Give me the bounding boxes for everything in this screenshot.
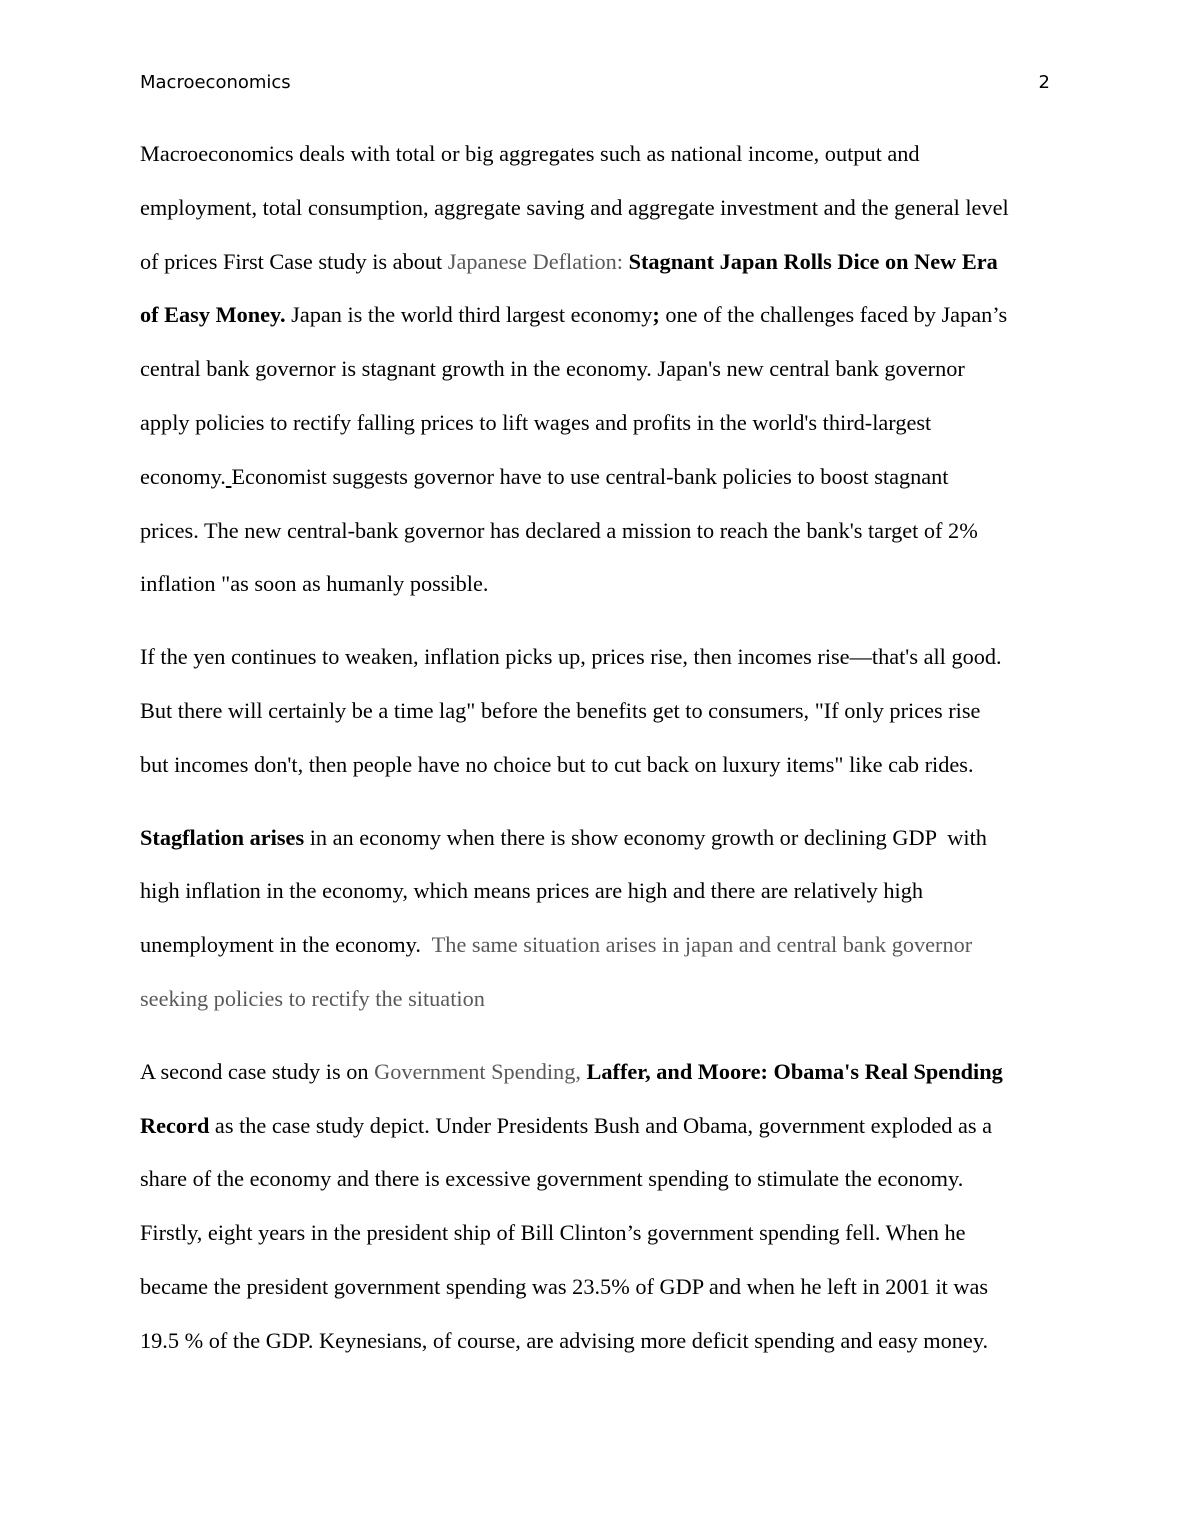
- paragraph-yen-inflation: [140, 630, 1052, 791]
- text-line: [140, 504, 1052, 558]
- text-run: prices. The new central-bank governor has declared a mission to reach the bank's target of 2%: [140, 517, 978, 543]
- text-run: inflation "as soon as humanly possible.: [140, 571, 489, 597]
- text-line: [140, 557, 1052, 611]
- text-line: [140, 918, 1052, 972]
- text-line: [140, 630, 1052, 684]
- text-line: [140, 1260, 1052, 1314]
- muted-text-run: seeking policies to rectify the situation: [140, 985, 485, 1011]
- text-line: [140, 396, 1052, 450]
- text-line: [140, 450, 1052, 504]
- paragraph-government-spending: [140, 1045, 1052, 1368]
- text-run: Firstly, eight years in the president ship of Bill Clinton’s government spending fell. When he: [140, 1220, 966, 1246]
- text-run: employment, total consumption, aggregate saving and aggregate investment and the general level: [140, 194, 1009, 220]
- text-line: [140, 127, 1052, 181]
- text-run: ;: [652, 302, 660, 328]
- text-run: Japan is the world third largest economy: [285, 302, 653, 328]
- text-line: [140, 1045, 1052, 1099]
- text-line: [140, 972, 1052, 1026]
- muted-text-run: The same situation arises in japan and central bank governor: [431, 932, 973, 958]
- article-title: of Easy Money.: [140, 302, 286, 328]
- text-run: unemployment in the economy.: [140, 932, 432, 958]
- text-run: high inflation in the economy, which means prices are high and there are relatively high: [140, 878, 924, 904]
- text-run: one of the challenges faced by Japan’s: [659, 302, 1008, 328]
- case-study-topic: Government Spending,: [374, 1058, 587, 1084]
- text-run: 19.5 % of the GDP. Keynesians, of course, are advising more deficit spending and easy money.: [140, 1327, 989, 1353]
- text-run: apply policies to rectify falling prices to lift wages and profits in the world's third-largest: [140, 409, 932, 435]
- text-line: [140, 738, 1052, 792]
- text-line: [140, 1314, 1052, 1368]
- text-line: [140, 1099, 1052, 1153]
- text-line: [140, 181, 1052, 235]
- page-number: 2: [1038, 72, 1050, 93]
- text-run: in an economy when there is show economy growth or declining GDP with: [304, 824, 987, 850]
- paragraph-stagflation: [140, 811, 1052, 1026]
- text-run: If the yen continues to weaken, inflation picks up, prices rise, then incomes rise—that's all good.: [140, 644, 1002, 670]
- text-run: economy.: [140, 463, 226, 489]
- text-run: A second case study is on: [140, 1058, 375, 1084]
- text-line: [140, 811, 1052, 865]
- text-line: [140, 288, 1052, 342]
- text-run: central bank governor is stagnant growth in the economy. Japan's new central bank governor: [140, 356, 965, 382]
- case-study-topic: Japanese Deflation:: [447, 248, 629, 274]
- text-line: [140, 1152, 1052, 1206]
- key-term: Stagflation arises: [140, 824, 305, 850]
- text-line: [140, 342, 1052, 396]
- article-title: Record: [140, 1112, 210, 1138]
- text-run: as the case study depict. Under Presidents Bush and Obama, government exploded as a: [209, 1112, 993, 1138]
- text-run: Macroeconomics deals with total or big aggregates such as national income, output and: [140, 141, 920, 166]
- page-header: [140, 70, 1050, 98]
- text-run: share of the economy and there is excessive government spending to stimulate the economy.: [140, 1166, 964, 1192]
- text-line: [140, 1206, 1052, 1260]
- text-run: but incomes don't, then people have no choice but to cut back on luxury items" like cab rides.: [140, 751, 974, 777]
- article-title: Laffer, and Moore: Obama's Real Spending: [586, 1058, 1003, 1084]
- text-run: Economist suggests governor have to use central-bank policies to boost stagnant: [231, 463, 949, 489]
- text-line: [140, 864, 1052, 918]
- paragraph-japan-deflation: [140, 127, 1052, 611]
- text-run: But there will certainly be a time lag" before the benefits get to consumers, "If only prices rise: [140, 697, 981, 723]
- article-title: Stagnant Japan Rolls Dice on New Era: [628, 248, 998, 274]
- running-head: Macroeconomics: [140, 72, 291, 93]
- text-line: [140, 684, 1052, 738]
- text-run: became the president government spending was 23.5% of GDP and when he left in 2001 it was: [140, 1273, 989, 1299]
- document-body: [140, 127, 1052, 1387]
- text-run: of prices First Case study is about: [140, 248, 448, 274]
- text-line: [140, 235, 1052, 289]
